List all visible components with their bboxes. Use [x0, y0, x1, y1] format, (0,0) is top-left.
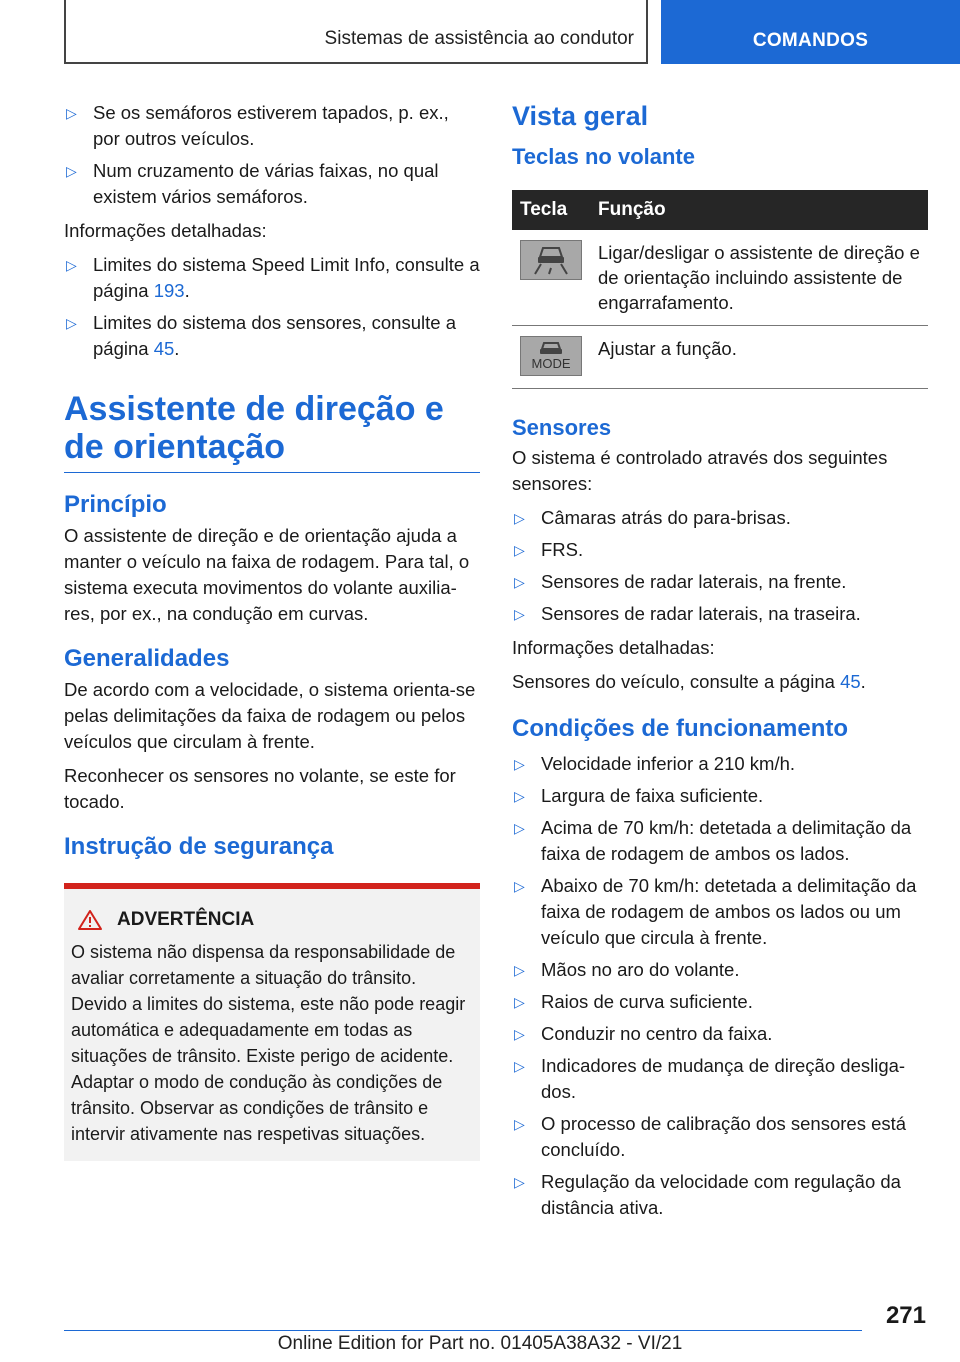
list-item: ▷ Velocidade inferior a 210 km/h. [512, 751, 928, 777]
footer-edition-text: Online Edition for Part no. 01405A38A32 - VI/21 [277, 1333, 683, 1354]
buttons-heading: Teclas no volante [512, 144, 695, 169]
info-list [64, 252, 480, 362]
page-number: 271 [885, 1302, 926, 1329]
mode-icon [520, 336, 582, 376]
triangle-bullet-icon: ▷ [66, 315, 77, 331]
sensors-intro: O sistema é controlado através dos seguintes sensores: [512, 447, 888, 494]
list-item: ▷ Limites do sistema Speed Limit Info, consulte a página 193. [66, 254, 480, 301]
triangle-bullet-icon: ▷ [514, 962, 525, 978]
warning-title: ADVERTÊNCIA [117, 909, 255, 930]
table-cell-function: Ajustar a função. [590, 326, 928, 389]
general-text-1: De acordo com a velocidade, o sistema orienta-se pelas delimitações da faixa de rodagem ou pelos veículos que circulam à frente. [64, 679, 476, 752]
sensors-info: Sensores do veículo, consulte a página 45. [512, 671, 866, 692]
list-item: ▷ Largura de faixa suficiente. [512, 783, 928, 809]
header-section-title: Sistemas de assistência ao condutor [324, 28, 634, 49]
table-header-row [512, 190, 928, 230]
list-item: ▷ Raios de curva suficiente. [512, 989, 928, 1015]
header-tab[interactable] [661, 0, 960, 64]
list-item: ▷ O processo de calibração dos sensores está concluído. [514, 1113, 907, 1160]
triangle-bullet-icon: ▷ [514, 1026, 525, 1042]
list-item: ▷ Acima de 70 km/h: detetada a delimitação da faixa de rodagem de ambos os lados. [514, 817, 912, 864]
page-link[interactable]: 45 [840, 671, 861, 692]
sensors-heading: Sensores [512, 415, 612, 440]
page-link[interactable]: 193 [153, 280, 185, 301]
triangle-bullet-icon: ▷ [66, 163, 77, 179]
info-label: Informações detalhadas: [512, 637, 715, 658]
list-item: ▷ FRS. [512, 537, 928, 563]
table-row [512, 230, 928, 326]
triangle-bullet-icon: ▷ [66, 105, 77, 121]
header-tab-label: COMANDOS [752, 30, 869, 51]
triangle-bullet-icon: ▷ [514, 510, 525, 526]
list-item: ▷ Sensores de radar laterais, na frente. [512, 569, 928, 595]
left-column [64, 100, 480, 1161]
triangle-bullet-icon: ▷ [514, 606, 525, 622]
list-item: ▷ Conduzir no centro da faixa. [512, 1021, 928, 1047]
triangle-bullet-icon: ▷ [514, 1058, 525, 1074]
list-item: ▷ Indicadores de mudança de direção desligados. [514, 1055, 906, 1102]
overview-heading: Vista geral [512, 101, 649, 131]
mode-icon-label: MODE [531, 356, 571, 371]
sensors-list [512, 505, 928, 627]
list-item: ▷ Num cruzamento de várias faixas, no qual existem vários semáforos. [66, 160, 439, 207]
footer-divider [64, 1330, 862, 1331]
triangle-bullet-icon: ▷ [514, 878, 525, 894]
triangle-bullet-icon: ▷ [514, 788, 525, 804]
triangle-bullet-icon: ▷ [514, 574, 525, 590]
triangle-bullet-icon: ▷ [514, 994, 525, 1010]
warning-box [64, 883, 480, 1161]
info-label: Informações detalhadas: [64, 220, 267, 241]
page-link[interactable]: 45 [153, 338, 175, 359]
lane-assist-icon [520, 240, 582, 280]
table-cell-function: Ligar/desligar o assistente de direção e de orientação incluindo assistente de engarrafamento. [590, 230, 928, 326]
warning-text: O sistema não dispensa da responsabilidade de avaliar corretamente a situação do trânsito. Devido a limites do sistema, este não pode reagir automática e adequadamente em todas as situações de trânsito. Existe perigo de acidente. Adaptar o modo de condução às condições de trânsito. Observar as condições de trânsito e intervir ativamente nas respetivas situações. [71, 942, 466, 1144]
list-item: ▷ Regulação da velocidade com regulação da distância ativa. [514, 1171, 901, 1218]
list-item: ▷ Câmaras atrás do para-brisas. [512, 505, 928, 531]
warning-header [71, 909, 474, 931]
list-item: ▷ Mãos no aro do volante. [512, 957, 928, 983]
triangle-bullet-icon: ▷ [514, 1174, 525, 1190]
list-item: ▷ Limites do sistema dos sensores, consulte a página 45. [66, 312, 456, 359]
general-text-2: Reconhecer os sensores no volante, se este for tocado. [64, 765, 456, 812]
table-row [512, 326, 928, 389]
triangle-bullet-icon: ▷ [514, 756, 525, 772]
table-header-function: Função [590, 190, 928, 230]
list-item: ▷ Abaixo de 70 km/h: detetada a delimitação da faixa de rodagem de ambos os lados ou um veículo que circula à frente. [514, 875, 917, 948]
conditions-list [512, 751, 928, 1221]
warning-triangle-icon [77, 909, 103, 931]
safety-heading: Instrução de segurança [64, 833, 334, 860]
table-header-key: Tecla [512, 190, 590, 230]
triangle-bullet-icon: ▷ [66, 257, 77, 273]
top-bullet-list [64, 100, 480, 210]
triangle-bullet-icon: ▷ [514, 542, 525, 558]
right-column [512, 100, 928, 1229]
general-heading: Generalidades [64, 645, 230, 672]
principle-heading: Princípio [64, 491, 167, 518]
triangle-bullet-icon: ▷ [514, 1116, 525, 1132]
buttons-table [512, 190, 928, 389]
list-item: ▷ Sensores de radar laterais, na traseira. [512, 601, 928, 627]
list-item: ▷ Se os semáforos estiverem tapados, p. ex., por outros veículos. [66, 102, 449, 149]
conditions-heading: Condições de funcionamento [512, 715, 849, 742]
triangle-bullet-icon: ▷ [514, 820, 525, 836]
principle-text: O assistente de direção e de orientação ajuda a manter o veículo na faixa de rodagem. Para tal, o sistema executa movimentos do volante auxiliares, por ex., na condução em curvas. [64, 525, 470, 624]
main-heading: Assistente de direção e de orientação [64, 390, 480, 473]
header-section-box [64, 0, 648, 64]
